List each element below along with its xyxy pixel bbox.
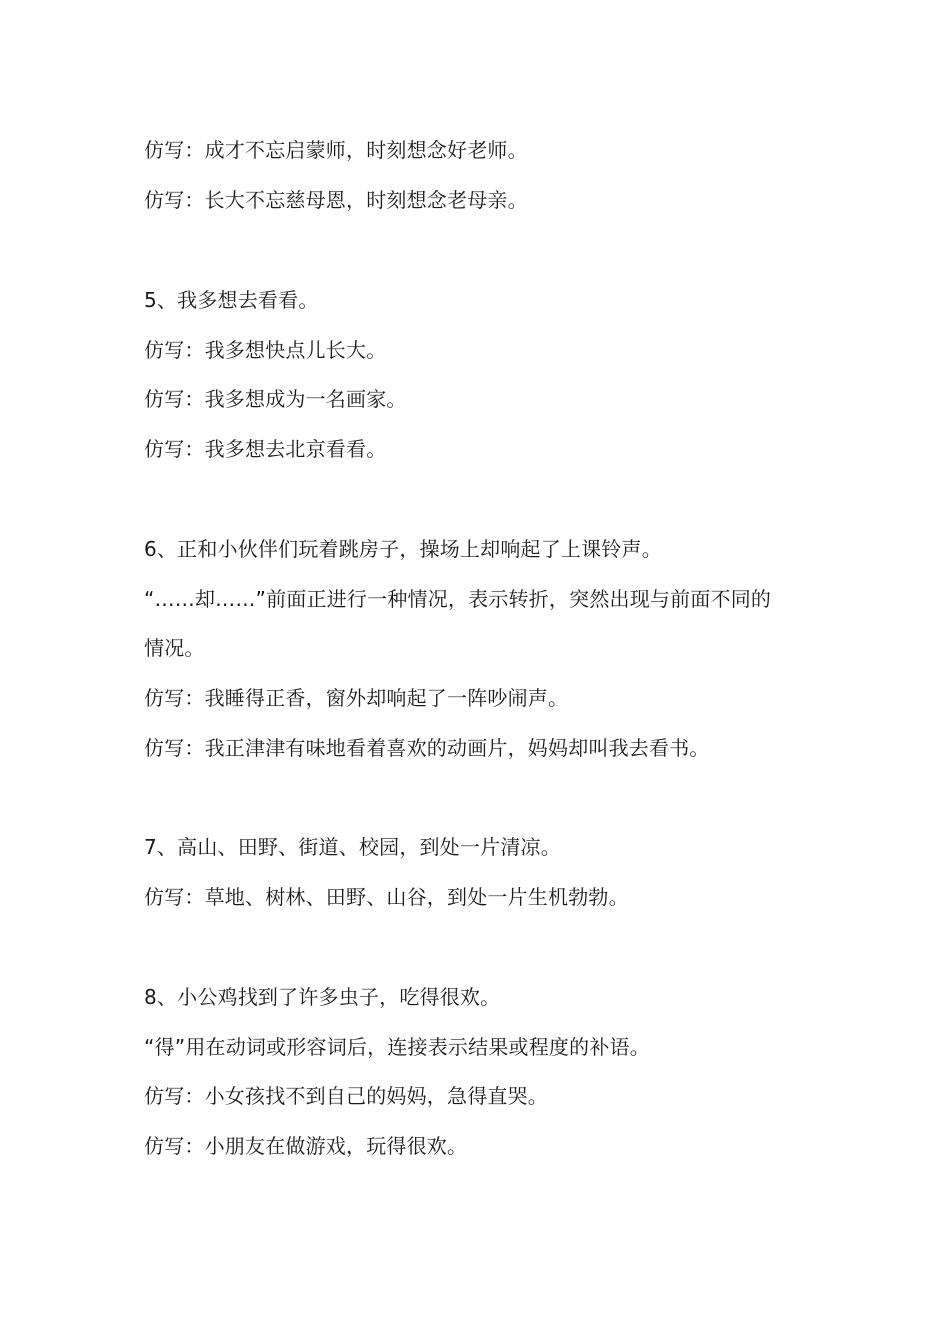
explanation-line: “得”用在动词或形容词后，连接表示结果或程度的补语。 xyxy=(144,1035,650,1059)
text-line: 仿写：我多想快点儿长大。 xyxy=(144,338,387,362)
text-line: 仿写：我多想去北京看看。 xyxy=(144,437,387,461)
explanation-line: “……却……”前面正进行一种情况，表示转折，突然出现与前面不同的 xyxy=(144,587,772,611)
exercise-heading: 6、正和小伙伴们玩着跳房子，操场上却响起了上课铃声。 xyxy=(144,537,662,561)
text-line: 仿写：我睡得正香，窗外却响起了一阵吵闹声。 xyxy=(144,686,569,710)
exercise-heading: 7、高山、田野、街道、校园，到处一片清凉。 xyxy=(144,835,561,859)
text-line: 仿写：小朋友在做游戏，玩得很欢。 xyxy=(144,1134,468,1158)
text-line: 仿写：小女孩找不到自己的妈妈，急得直哭。 xyxy=(144,1084,548,1108)
exercise-heading: 5、我多想去看看。 xyxy=(144,288,319,312)
text-line: 仿写：长大不忘慈母恩，时刻想念老母亲。 xyxy=(144,188,528,212)
text-line: 仿写：草地、树林、田野、山谷，到处一片生机勃勃。 xyxy=(144,885,629,909)
explanation-line: 情况。 xyxy=(144,636,205,660)
text-line: 仿写：我正津津有味地看着喜欢的动画片，妈妈却叫我去看书。 xyxy=(144,736,710,760)
text-line: 仿写：成才不忘启蒙师，时刻想念好老师。 xyxy=(144,138,528,162)
text-line: 仿写：我多想成为一名画家。 xyxy=(144,387,407,411)
exercise-heading: 8、小公鸡找到了许多虫子，吃得很欢。 xyxy=(144,985,501,1009)
